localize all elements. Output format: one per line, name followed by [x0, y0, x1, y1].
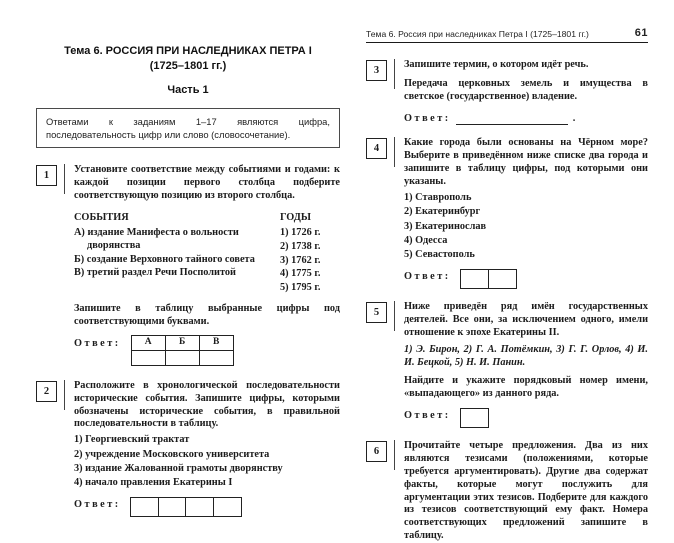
option-item: 2) учреждение Московского университета	[74, 448, 270, 460]
year-item: 4) 1775 г.	[280, 268, 321, 280]
option-item: 1) Ставрополь	[404, 191, 472, 203]
answer-label: Ответ:	[404, 410, 451, 422]
years-header: ГОДЫ	[280, 211, 311, 223]
question-3-answer	[404, 113, 648, 126]
option-item: 3) издание Жалованной грамоты дворянству	[74, 462, 283, 474]
answer-table-header-cell: В	[199, 335, 233, 350]
option-item: 5) Севастополь	[404, 249, 475, 261]
year-item: 5) 1795 г.	[280, 282, 321, 294]
question-6-text: Прочитайте четыре предложения. Два из них являются тезисами (положениями, которые требуется аргументировать). Другие два содержат факты, которые могут послужить для аргументации этих тезисов. Подберите для каждого из тезисов соответствующий ему факт. Номера соответствующих предложений запишите в таблицу.	[404, 440, 648, 542]
question-1-match-table	[74, 212, 340, 295]
year-item: 1) 1726 г.	[280, 226, 321, 238]
event-item: А) издание Манифеста о вольности дворянства	[74, 226, 239, 251]
question-divider	[394, 137, 395, 167]
left-column	[36, 44, 340, 517]
right-column	[366, 27, 648, 543]
question-1	[36, 164, 340, 365]
question-1-answer	[74, 338, 340, 366]
chapter-title	[36, 44, 340, 73]
question-divider	[64, 164, 65, 194]
question-5	[366, 301, 648, 428]
running-head	[366, 27, 648, 43]
answer-table-empty-cell	[165, 350, 199, 365]
question-1-number-box: 1	[36, 165, 57, 186]
answer-label: Ответ:	[74, 337, 121, 349]
answer-box	[460, 408, 489, 428]
question-3-statement: Передача церковных земель и имущества в светское (государственное) владение.	[404, 77, 648, 102]
events-header: СОБЫТИЯ	[74, 211, 129, 223]
answer-box	[488, 269, 517, 289]
answer-label: Ответ:	[404, 112, 451, 124]
year-item: 2) 1738 г.	[280, 240, 321, 252]
answer-label: Ответ:	[74, 499, 121, 511]
question-4-options	[404, 192, 648, 262]
question-3	[366, 59, 648, 125]
question-1-instruction: Запишите в таблицу выбранные цифры под соответствующими буквами.	[74, 303, 340, 327]
question-divider	[394, 301, 395, 331]
answer-box	[130, 497, 159, 517]
question-divider	[64, 380, 65, 410]
answer-box	[213, 497, 242, 517]
answer-suffix: .	[572, 112, 576, 124]
answer-table-empty-cell	[131, 350, 165, 365]
question-5-instruction: Найдите и укажите порядковый номер имени, «выпадающего» из данного ряда.	[404, 375, 648, 400]
question-6	[366, 440, 648, 543]
question-2-text: Расположите в хронологической последовательности исторические события. Запишите цифры, которыми обозначены исторические события, в правильной последовательности в таблицу.	[74, 379, 340, 430]
instructions-note: Ответами к заданиям 1–17 являются цифра, последовательность цифр или слово (словосочетание).	[36, 108, 340, 148]
events-column	[74, 212, 256, 295]
chapter-title-line2: (1725–1801 гг.)	[149, 59, 227, 72]
question-2-number-box: 2	[36, 381, 57, 402]
question-5-answer	[404, 410, 648, 428]
chapter-title-line1: Тема 6. РОССИЯ ПРИ НАСЛЕДНИКАХ ПЕТРА I	[64, 45, 312, 57]
question-5-number-box: 5	[366, 302, 387, 323]
option-item: 4) Одесса	[404, 234, 448, 246]
question-4-number-box: 4	[366, 138, 387, 159]
question-5-text: Ниже приведён ряд имён государственных деятелей. Все они, за исключением одного, имели отношение к эпохе Екатерины II.	[404, 301, 648, 338]
part-title: Часть 1	[167, 84, 209, 97]
answer-boxes	[131, 497, 243, 517]
answer-table-header-cell: А	[131, 335, 165, 350]
question-4	[366, 137, 648, 289]
answer-table-empty-cell	[199, 350, 233, 365]
answer-label: Ответ:	[404, 271, 451, 283]
question-divider	[394, 440, 395, 470]
answer-box	[185, 497, 214, 517]
answer-boxes	[461, 269, 517, 289]
question-3-number-box: 3	[366, 60, 387, 81]
running-head-title: Тема 6. Россия при наследниках Петра I (1725–1801 гг.)	[366, 29, 589, 39]
question-3-text: Запишите термин, о котором идёт речь.	[404, 59, 589, 70]
event-item: В) третий раздел Речи Посполитой	[74, 267, 236, 279]
answer-table	[131, 335, 234, 366]
answer-box	[460, 269, 489, 289]
question-2-options	[74, 434, 340, 490]
option-item: 4) начало правления Екатерины I	[74, 477, 233, 489]
option-item: 3) Екатеринослав	[404, 220, 487, 232]
page-number: 61	[634, 27, 648, 39]
years-column	[280, 212, 340, 295]
answer-boxes	[461, 408, 489, 428]
answer-box	[158, 497, 187, 517]
question-4-answer	[404, 271, 648, 289]
option-item: 2) Екатеринбург	[404, 206, 481, 218]
question-divider	[394, 59, 395, 89]
question-6-number-box: 6	[366, 441, 387, 462]
question-4-text: Какие города были основаны на Чёрном море? Выберите в приведённом ниже списке два города и запишите в таблицу цифры, под которыми они указаны.	[404, 137, 648, 188]
question-1-text: Установите соответствие между событиями и годами: к каждой позиции первого столбца подберите соответствующую позицию из второго столбца.	[74, 164, 340, 202]
option-item: 1) Георгиевский трактат	[74, 434, 190, 446]
event-item: Б) создание Верховного тайного совета	[74, 253, 255, 265]
question-5-names: 1) Э. Бирон, 2) Г. А. Потёмкин, 3) Г. Г. Орлов, 4) И. И. Бецкой, 5) Н. И. Панин.	[404, 343, 648, 368]
question-2-answer	[74, 499, 340, 517]
question-2	[36, 380, 340, 517]
year-item: 3) 1762 г.	[280, 254, 321, 266]
answer-blank-line	[456, 113, 568, 125]
answer-table-header-cell: Б	[165, 335, 199, 350]
